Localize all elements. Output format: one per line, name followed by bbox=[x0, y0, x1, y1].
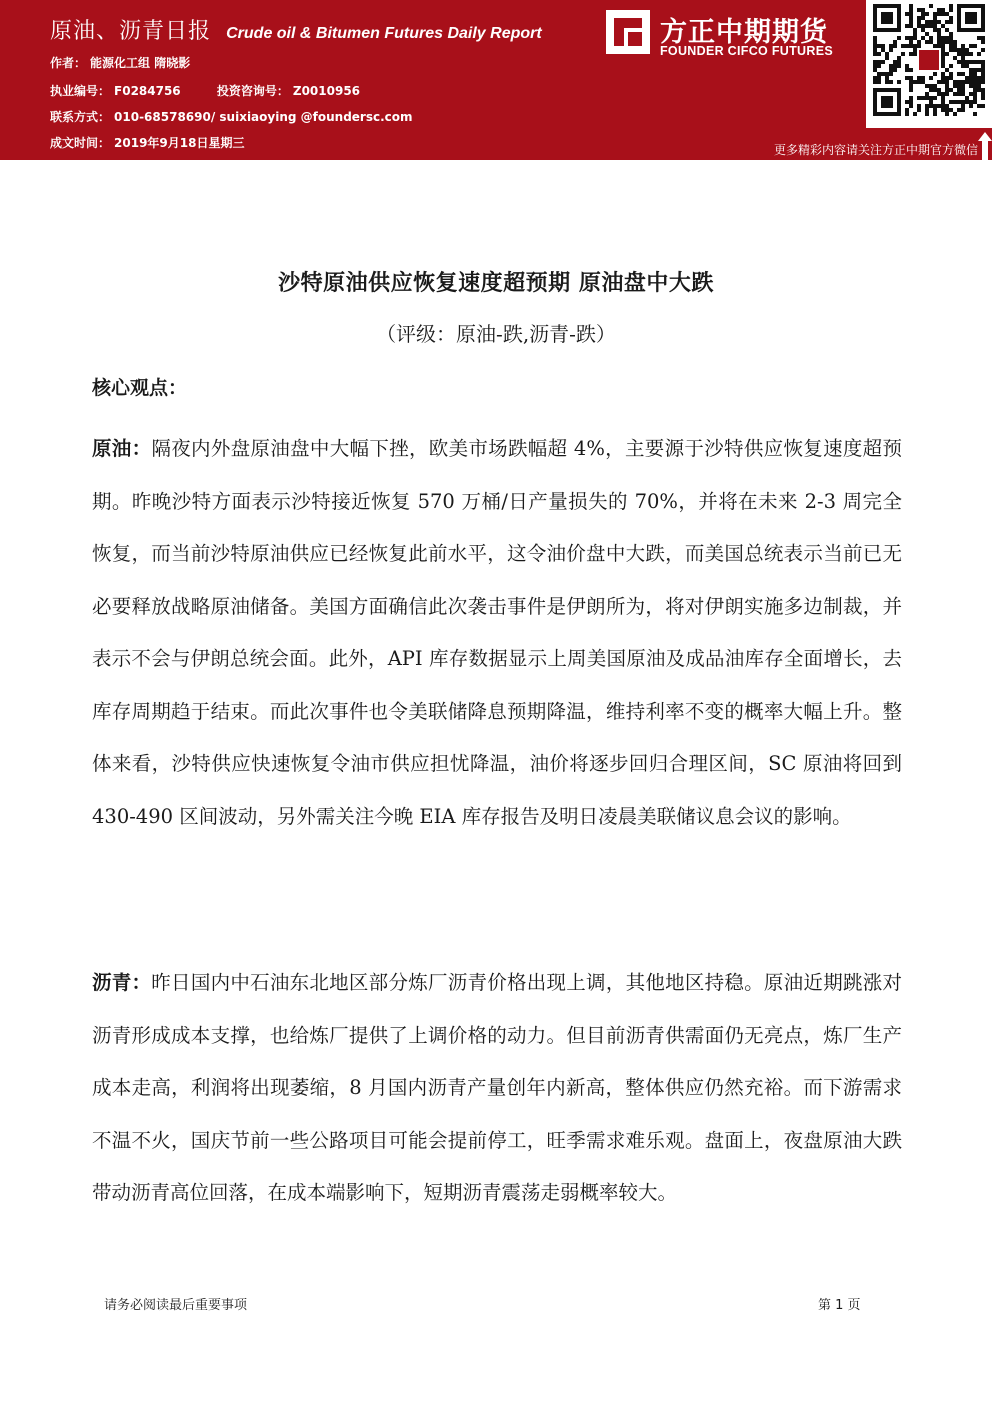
crude-oil-body: 隔夜内外盘原油盘中大幅下挫，欧美市场跌幅超 4%，主要源于沙特供应恢复速度超预期。昨晚沙特方面表示沙特接近恢复 570 万桶/日产量损失的 70%，并将在未来 2-3 周完全恢复，而当前沙特原油供应已经恢复此前水平，这令油价盘中大跌，而美国总统表示当前已无必要释放战略原油储备。美国方面确信此次袭击事件是伊朗所为，将对伊朗实施多边制裁，并表示不会与伊朗总统会面。此外，API 库存数据显示上周美国原油及成品油库存全面增长，去库存周期趋于结束。而此次事件也令美联储降息预期降温，维持利率不变的概率大幅上升。整体来看，沙特供应快速恢复令油市供应担忧降温，油价将逐步回归合理区间，SC 原油将回到 430-490 区间波动，另外需关注今晚 EIA 库存报告及明日凌晨美联储议息会议的影响。 bbox=[92, 437, 902, 828]
header-title-cn: 原油、沥青日报 bbox=[50, 19, 212, 44]
follow-wechat-text: 更多精彩内容请关注方正中期官方微信 bbox=[773, 143, 978, 157]
arrow-up-icon bbox=[978, 132, 992, 160]
logo-name-en: FOUNDER CIFCO FUTURES bbox=[660, 44, 833, 58]
qr-code-icon bbox=[873, 4, 985, 116]
license-line bbox=[50, 82, 364, 99]
author-label: 作者： bbox=[50, 56, 87, 70]
crude-oil-paragraph bbox=[92, 423, 902, 843]
contact-label: 联系方式： bbox=[50, 110, 111, 124]
header-title-en: Crude oil & Bitumen Futures Daily Report bbox=[226, 25, 542, 42]
report-title: 沙特原油供应恢复速度超预期 原油盘中大跌 bbox=[278, 271, 714, 296]
report-header bbox=[0, 0, 992, 160]
asphalt-body: 昨日国内中石油东北地区部分炼厂沥青价格出现上调，其他地区持稳。原油近期跳涨对沥青形成成本支撑，也给炼厂提供了上调价格的动力。但目前沥青供需面仍无亮点，炼厂生产成本走高，利润将出现萎缩，8 月国内沥青产量创年内新高，整体供应仍然充裕。而下游需求不温不火，国庆节前一些公路项目可能会提前停工，旺季需求难乐观。盘面上，夜盘原油大跌带动沥青高位回落，在成本端影响下，短期沥青震荡走弱概率较大。 bbox=[92, 971, 902, 1204]
license-label: 执业编号： bbox=[50, 84, 111, 98]
author-name: 能源化工组 隋晓影 bbox=[90, 56, 191, 70]
contact-value: 010-68578690/ suixiaoying @foundersc.com bbox=[114, 110, 413, 124]
core-view-heading: 核心观点： bbox=[92, 377, 188, 399]
crude-oil-lead: 原油： bbox=[92, 437, 152, 460]
page-number: 第 1 页 bbox=[818, 1298, 861, 1313]
footer-notice: 请务必阅读最后重要事项 bbox=[104, 1298, 248, 1313]
wechat-qr-code bbox=[866, 0, 992, 128]
date-line bbox=[50, 134, 248, 151]
consult-number: Z0010956 bbox=[292, 84, 361, 98]
asphalt-paragraph bbox=[92, 957, 902, 1220]
consult-label: 投资咨询号： bbox=[216, 84, 289, 98]
date-value: 2019年9月18日星期三 bbox=[114, 136, 245, 150]
asphalt-lead: 沥青： bbox=[92, 971, 152, 994]
contact-line bbox=[50, 108, 417, 125]
company-logo bbox=[606, 10, 856, 62]
author-line bbox=[50, 54, 194, 71]
report-rating: （评级：原油-跌,沥青-跌） bbox=[376, 322, 616, 346]
date-label: 成文时间： bbox=[50, 136, 111, 150]
license-number: F0284756 bbox=[114, 84, 181, 98]
header-title bbox=[50, 14, 542, 45]
founder-logo-icon bbox=[606, 10, 650, 54]
logo-name-cn: 方正中期期货 bbox=[660, 17, 828, 48]
